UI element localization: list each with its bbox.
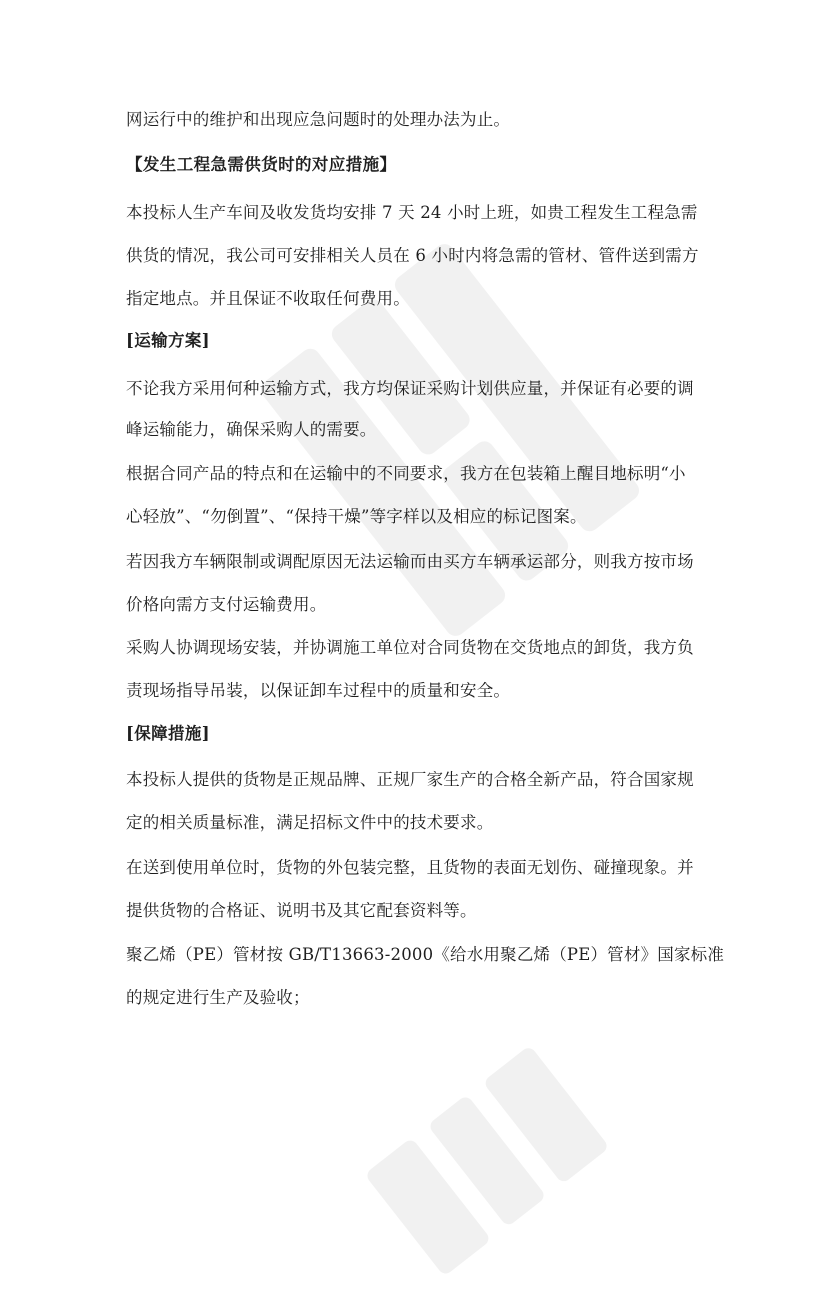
paragraph-line: 若因我方车辆限制或调配原因无法运输而由买方车辆承运部分，则我方按市场: [126, 552, 694, 571]
section-heading-guarantee-measures: [保障措施]: [126, 724, 211, 743]
paragraph-line: 定的相关质量标准，满足招标文件中的技术要求。: [126, 813, 494, 832]
paragraph-line: 网运行中的维护和出现应急问题时的处理办法为止。: [126, 110, 511, 129]
paragraph-line: 的规定进行生产及验收；: [126, 988, 310, 1007]
watermark-logo-bottom: [342, 1031, 617, 1289]
paragraph-line: 责现场指导吊装，以保证卸车过程中的质量和安全。: [126, 681, 511, 700]
paragraph-line: 在送到使用单位时，货物的外包装完整，且货物的表面无划伤、碰撞现象。并: [126, 858, 694, 877]
section-heading-transport-plan: [运输方案]: [126, 331, 211, 350]
paragraph-line: 根据合同产品的特点和在运输中的不同要求，我方在包装箱上醒目地标明“小: [126, 464, 686, 483]
paragraph-line: 采购人协调现场安装，并协调施工单位对合同货物在交货地点的卸货，我方负: [126, 638, 694, 657]
paragraph-line: 峰运输能力，确保采购人的需要。: [126, 420, 377, 439]
paragraph-line: 指定地点。并且保证不收取任何费用。: [126, 289, 410, 308]
paragraph-line: 供货的情况，我公司可安排相关人员在 6 小时内将急需的管材、管件送到需方: [126, 246, 699, 265]
paragraph-line: 本投标人提供的货物是正规品牌、正规厂家生产的合格全新产品，符合国家规: [126, 770, 694, 789]
paragraph-line: 价格向需方支付运输费用。: [126, 595, 327, 614]
paragraph-line: 聚乙烯（PE）管材按 GB/T13663-2000《给水用聚乙烯（PE）管材》国家标准: [126, 945, 725, 964]
paragraph-line: 心轻放”、“勿倒置”、“保持干燥”等字样以及相应的标记图案。: [126, 507, 587, 526]
section-heading-urgent-supply: 【发生工程急需供货时的对应措施】: [126, 155, 397, 174]
paragraph-line: 本投标人生产车间及收发货均安排 7 天 24 小时上班，如贵工程发生工程急需: [126, 203, 698, 222]
paragraph-line: 提供货物的合格证、说明书及其它配套资料等。: [126, 901, 477, 920]
paragraph-line: 不论我方采用何种运输方式，我方均保证采购计划供应量，并保证有必要的调: [126, 379, 694, 398]
